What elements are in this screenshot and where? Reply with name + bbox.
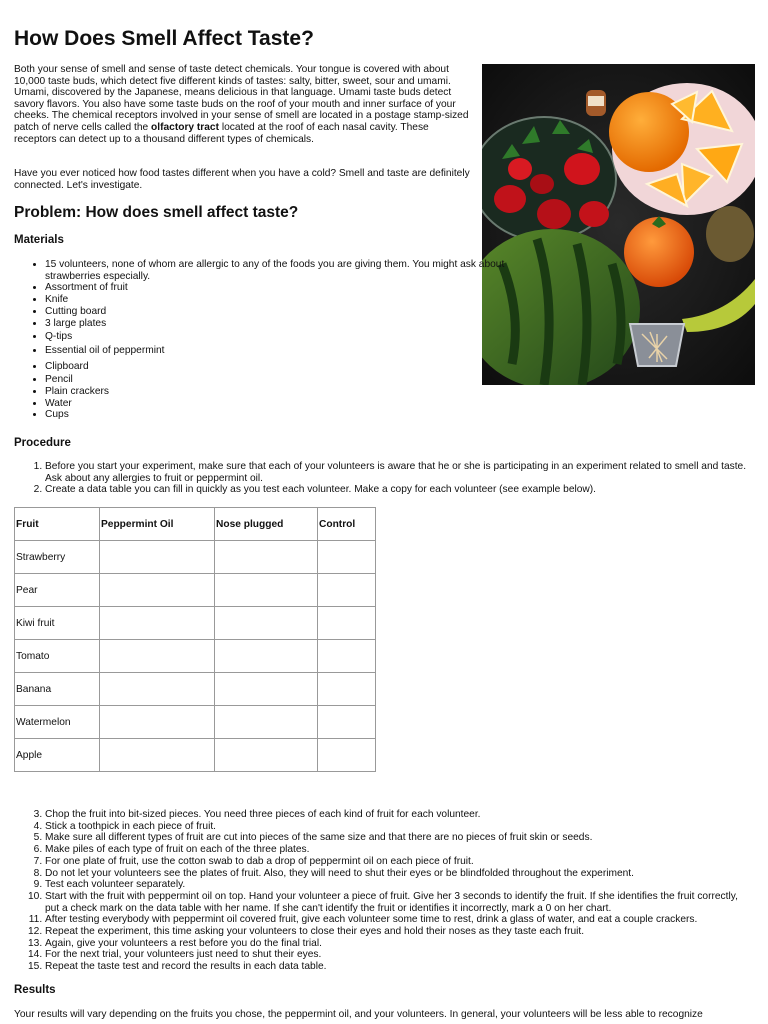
- list-item: • Q-tips: [45, 331, 505, 343]
- fruit-photo: [482, 64, 755, 385]
- intro-text-end: located at the roof of each nasal cavity. These receptors can detect up to a thousand different types of chemicals.: [14, 121, 429, 145]
- list-item: • Pencil: [45, 374, 505, 386]
- table-row: [15, 541, 376, 574]
- list-item: • Knife: [45, 294, 505, 306]
- empty-cell[interactable]: [318, 706, 376, 739]
- data-table: [14, 507, 376, 772]
- list-item: • Water: [45, 398, 505, 410]
- procedure-steps-1: [14, 461, 754, 496]
- empty-cell[interactable]: [215, 574, 318, 607]
- results-paragraph: Your results will vary depending on the fruits you chose, the peppermint oil, and your volunteers. In general, your volunteers will be less able to recognize: [14, 1009, 703, 1020]
- procedure-step: 8. Do not let your volunteers see the plates of fruit. Also, they will need to shut their eyes or be blindfolded throughout the experiment.: [45, 868, 754, 880]
- empty-cell[interactable]: [215, 739, 318, 772]
- procedure-step: 14. For the next trial, your volunteers just need to shut their eyes.: [45, 949, 754, 961]
- table-row: [15, 607, 376, 640]
- fruit-cell: Watermelon: [15, 706, 100, 739]
- page-title: How Does Smell Affect Taste?: [14, 27, 314, 50]
- list-item: • 3 large plates: [45, 318, 505, 330]
- procedure-step: 2. Create a data table you can fill in quickly as you test each volunteer. Make a copy for each volunteer (see example below).: [45, 484, 754, 496]
- empty-cell[interactable]: [215, 607, 318, 640]
- procedure-step: 3. Chop the fruit into bit-sized pieces. You need three pieces of each kind of fruit for each volunteer.: [45, 809, 754, 821]
- cold-paragraph: Have you ever noticed how food tastes different when you have a cold? Smell and taste are definitely connected. Let's investigate.: [14, 168, 470, 191]
- procedure-step: 9. Test each volunteer separately.: [45, 879, 754, 891]
- table-row: [15, 640, 376, 673]
- fruit-cell: Strawberry: [15, 541, 100, 574]
- procedure-step: 7. For one plate of fruit, use the cotton swab to dab a drop of peppermint oil on each piece of fruit.: [45, 856, 754, 868]
- procedure-step: 5. Make sure all different types of fruit are cut into pieces of the same size and that there are no pieces of fruit skin or seeds.: [45, 832, 754, 844]
- empty-cell[interactable]: [100, 607, 215, 640]
- empty-cell[interactable]: [318, 574, 376, 607]
- fruit-cell: Apple: [15, 739, 100, 772]
- procedure-step: 4. Stick a toothpick in each piece of fruit.: [45, 821, 754, 833]
- table-row: [15, 706, 376, 739]
- procedure-step: 12. Repeat the experiment, this time asking your volunteers to close their eyes and hold their noses as they taste each fruit.: [45, 926, 754, 938]
- empty-cell[interactable]: [215, 640, 318, 673]
- list-item: • 15 volunteers, none of whom are allergic to any of the foods you are giving them. You might ask about strawberries especially.: [45, 259, 505, 282]
- table-row: [15, 673, 376, 706]
- procedure-step: 6. Make piles of each type of fruit on each of the three plates.: [45, 844, 754, 856]
- fruit-cell: Banana: [15, 673, 100, 706]
- empty-cell[interactable]: [318, 739, 376, 772]
- empty-cell[interactable]: [215, 673, 318, 706]
- column-header-fruit: Fruit: [15, 508, 100, 541]
- list-item: • Plain crackers: [45, 386, 505, 398]
- list-item: • Clipboard: [45, 361, 505, 373]
- list-item: • Assortment of fruit: [45, 282, 505, 294]
- empty-cell[interactable]: [318, 673, 376, 706]
- column-header-nose-plugged: Nose plugged: [215, 508, 318, 541]
- empty-cell[interactable]: [318, 541, 376, 574]
- materials-list: [14, 259, 505, 421]
- results-heading: Results: [14, 984, 56, 996]
- table-row: [15, 739, 376, 772]
- empty-cell[interactable]: [318, 640, 376, 673]
- column-header-peppermint-oil: Peppermint Oil: [100, 508, 215, 541]
- procedure-step: 11. After testing everybody with peppermint oil covered fruit, give each volunteer some time to rest, drink a glass of water, and eat a couple crackers.: [45, 914, 754, 926]
- procedure-step: 15. Repeat the taste test and record the results in each data table.: [45, 961, 754, 973]
- empty-cell[interactable]: [318, 607, 376, 640]
- problem-heading: Problem: How does smell affect taste?: [14, 204, 299, 221]
- table-header-row: [15, 508, 376, 541]
- fruit-cell: Kiwi fruit: [15, 607, 100, 640]
- procedure-step: 10. Start with the fruit with peppermint oil on top. Hand your volunteer a piece of fruit. Give her 3 seconds to identify the fruit. If she identifies the fruit correctly, put a check mark on the data table with her name. If she can't identify the fruit or identifies it incorrectly, mark a 0 on her chart.: [45, 891, 754, 914]
- procedure-step: 13. Again, give your volunteers a rest before you do the final trial.: [45, 938, 754, 950]
- empty-cell[interactable]: [100, 706, 215, 739]
- procedure-step: 1. Before you start your experiment, make sure that each of your volunteers is aware that he or she is participating in an experiment related to smell and taste. Ask about any allergies to fruit or peppermint oil.: [45, 461, 754, 484]
- materials-heading: Materials: [14, 234, 64, 246]
- list-item: • Cups: [45, 409, 505, 421]
- list-item: • Cutting board: [45, 306, 505, 318]
- empty-cell[interactable]: [100, 541, 215, 574]
- empty-cell[interactable]: [100, 673, 215, 706]
- list-item: • Essential oil of peppermint: [45, 345, 505, 357]
- table-row: [15, 574, 376, 607]
- procedure-heading: Procedure: [14, 437, 71, 449]
- column-header-control: Control: [318, 508, 376, 541]
- empty-cell[interactable]: [100, 739, 215, 772]
- empty-cell[interactable]: [215, 706, 318, 739]
- intro-text-start: Both your sense of smell and sense of taste detect chemicals. Your tongue is covered with about 10,000 taste buds, which detect five different kinds of tastes: salty, bitter, sweet, sour and umami. Umami, discovered by the Japanese, means delicious in that language. Umami taste buds detect savory flavors. You also have some taste buds on the roof of your mouth and inner surface of your cheeks. The chemical receptors involved in your sense of smell are located in a postage stamp-sized patch of nerve cells called the: [14, 64, 469, 133]
- fruit-cell: Tomato: [15, 640, 100, 673]
- procedure-steps-2: [14, 809, 754, 973]
- olfactory-tract-term: olfactory tract: [151, 121, 219, 133]
- empty-cell[interactable]: [215, 541, 318, 574]
- fruit-cell: Pear: [15, 574, 100, 607]
- empty-cell[interactable]: [100, 574, 215, 607]
- intro-paragraph: [14, 64, 470, 145]
- empty-cell[interactable]: [100, 640, 215, 673]
